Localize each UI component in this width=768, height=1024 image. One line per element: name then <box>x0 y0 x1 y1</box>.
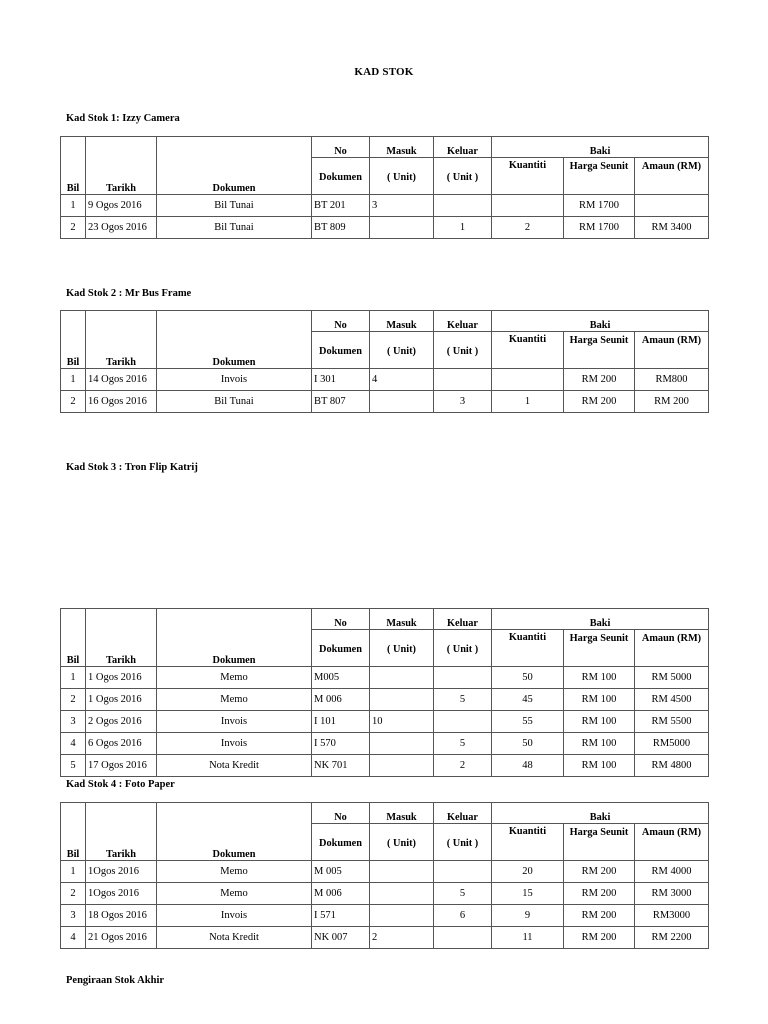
cell-amaun: RM 200 <box>635 391 709 413</box>
header-keluar: Keluar <box>434 609 492 630</box>
table-row <box>61 733 709 755</box>
cell-keluar <box>434 927 492 949</box>
cell-harga: RM 200 <box>564 927 635 949</box>
header-no-dokumen: Dokumen <box>312 332 370 369</box>
header-keluar: Keluar <box>434 311 492 332</box>
cell-no-dokumen: BT 201 <box>312 195 370 217</box>
cell-amaun: RM 4800 <box>635 755 709 777</box>
cell-kuantiti: 20 <box>492 861 564 883</box>
header-keluar-unit: ( Unit ) <box>434 630 492 667</box>
cell-keluar: 5 <box>434 883 492 905</box>
cell-masuk <box>370 733 434 755</box>
cell-dokumen: Invois <box>157 733 312 755</box>
header-keluar-unit: ( Unit ) <box>434 332 492 369</box>
header-tarikh: Tarikh <box>86 311 157 369</box>
header-amaun: Amaun (RM) <box>635 158 709 195</box>
header-keluar: Keluar <box>434 803 492 824</box>
cell-no-dokumen: BT 809 <box>312 217 370 239</box>
cell-harga: RM 100 <box>564 689 635 711</box>
header-masuk-unit: ( Unit) <box>370 824 434 861</box>
cell-bil: 4 <box>61 927 86 949</box>
cell-harga: RM 100 <box>564 711 635 733</box>
header-keluar: Keluar <box>434 137 492 158</box>
cell-tarikh: 6 Ogos 2016 <box>86 733 157 755</box>
cell-dokumen: Memo <box>157 689 312 711</box>
header-bil: Bil <box>61 803 86 861</box>
header-kuantiti: Kuantiti <box>492 824 564 861</box>
cell-tarikh: 18 Ogos 2016 <box>86 905 157 927</box>
cell-dokumen: Bil Tunai <box>157 391 312 413</box>
header-kuantiti: Kuantiti <box>492 158 564 195</box>
cell-keluar: 5 <box>434 689 492 711</box>
cell-dokumen: Nota Kredit <box>157 927 312 949</box>
header-dokumen: Dokumen <box>157 311 312 369</box>
header-bil: Bil <box>61 137 86 195</box>
cell-dokumen: Nota Kredit <box>157 755 312 777</box>
section-heading-1: Kad Stok 1: Izzy Camera <box>66 113 180 124</box>
cell-keluar <box>434 369 492 391</box>
header-no: No <box>312 609 370 630</box>
cell-harga: RM 1700 <box>564 217 635 239</box>
table-row <box>61 667 709 689</box>
cell-amaun: RM 5500 <box>635 711 709 733</box>
cell-harga: RM 100 <box>564 667 635 689</box>
cell-tarikh: 21 Ogos 2016 <box>86 927 157 949</box>
section-heading-2: Kad Stok 2 : Mr Bus Frame <box>66 288 192 299</box>
cell-keluar <box>434 711 492 733</box>
cell-amaun: RM 3000 <box>635 883 709 905</box>
cell-tarikh: 2 Ogos 2016 <box>86 711 157 733</box>
cell-masuk <box>370 861 434 883</box>
cell-kuantiti: 45 <box>492 689 564 711</box>
cell-masuk: 3 <box>370 195 434 217</box>
cell-no-dokumen: NK 701 <box>312 755 370 777</box>
cell-kuantiti: 50 <box>492 733 564 755</box>
section-heading-3: Kad Stok 3 : Tron Flip Katrij <box>66 462 198 473</box>
cell-tarikh: 1Ogos 2016 <box>86 883 157 905</box>
section-heading-4: Kad Stok 4 : Foto Paper <box>66 779 175 790</box>
cell-keluar: 1 <box>434 217 492 239</box>
cell-harga: RM 200 <box>564 369 635 391</box>
cell-kuantiti: 48 <box>492 755 564 777</box>
cell-no-dokumen: M 006 <box>312 689 370 711</box>
stock-table-4 <box>60 802 709 949</box>
header-harga-seunit: Harga Seunit <box>564 158 635 195</box>
cell-tarikh: 1Ogos 2016 <box>86 861 157 883</box>
cell-no-dokumen: I 570 <box>312 733 370 755</box>
cell-kuantiti: 2 <box>492 217 564 239</box>
footer-heading: Pengiraan Stok Akhir <box>66 975 165 986</box>
header-amaun: Amaun (RM) <box>635 332 709 369</box>
header-bil: Bil <box>61 609 86 667</box>
cell-masuk <box>370 689 434 711</box>
cell-amaun: RM 4500 <box>635 689 709 711</box>
cell-kuantiti: 9 <box>492 905 564 927</box>
table-row <box>61 711 709 733</box>
header-tarikh: Tarikh <box>86 803 157 861</box>
header-amaun: Amaun (RM) <box>635 824 709 861</box>
header-harga-seunit: Harga Seunit <box>564 332 635 369</box>
header-masuk: Masuk <box>370 311 434 332</box>
cell-masuk <box>370 905 434 927</box>
cell-bil: 3 <box>61 711 86 733</box>
table-row <box>61 689 709 711</box>
header-masuk-unit: ( Unit) <box>370 158 434 195</box>
cell-no-dokumen: BT 807 <box>312 391 370 413</box>
cell-harga: RM 200 <box>564 391 635 413</box>
cell-amaun <box>635 195 709 217</box>
cell-no-dokumen: NK 007 <box>312 927 370 949</box>
header-harga-seunit: Harga Seunit <box>564 630 635 667</box>
cell-masuk <box>370 883 434 905</box>
cell-amaun: RM 2200 <box>635 927 709 949</box>
cell-no-dokumen: M005 <box>312 667 370 689</box>
header-baki: Baki <box>492 137 709 158</box>
header-no: No <box>312 311 370 332</box>
header-masuk-unit: ( Unit) <box>370 332 434 369</box>
cell-masuk <box>370 755 434 777</box>
cell-bil: 4 <box>61 733 86 755</box>
cell-amaun: RM 5000 <box>635 667 709 689</box>
cell-dokumen: Invois <box>157 905 312 927</box>
cell-masuk <box>370 667 434 689</box>
header-no-dokumen: Dokumen <box>312 158 370 195</box>
cell-bil: 2 <box>61 883 86 905</box>
cell-tarikh: 1 Ogos 2016 <box>86 667 157 689</box>
cell-no-dokumen: M 006 <box>312 883 370 905</box>
header-no: No <box>312 137 370 158</box>
cell-harga: RM 1700 <box>564 195 635 217</box>
header-tarikh: Tarikh <box>86 137 157 195</box>
cell-dokumen: Memo <box>157 667 312 689</box>
cell-keluar <box>434 195 492 217</box>
cell-bil: 3 <box>61 905 86 927</box>
cell-keluar: 6 <box>434 905 492 927</box>
header-dokumen: Dokumen <box>157 137 312 195</box>
cell-dokumen: Invois <box>157 369 312 391</box>
cell-masuk: 2 <box>370 927 434 949</box>
header-dokumen: Dokumen <box>157 609 312 667</box>
table-row <box>61 195 709 217</box>
header-kuantiti: Kuantiti <box>492 332 564 369</box>
cell-amaun: RM 4000 <box>635 861 709 883</box>
cell-amaun: RM5000 <box>635 733 709 755</box>
header-masuk-unit: ( Unit) <box>370 630 434 667</box>
cell-masuk <box>370 391 434 413</box>
header-tarikh: Tarikh <box>86 609 157 667</box>
cell-bil: 1 <box>61 667 86 689</box>
cell-bil: 2 <box>61 217 86 239</box>
cell-bil: 5 <box>61 755 86 777</box>
header-keluar-unit: ( Unit ) <box>434 158 492 195</box>
cell-keluar: 3 <box>434 391 492 413</box>
header-baki: Baki <box>492 311 709 332</box>
stock-table-1 <box>60 136 709 239</box>
cell-amaun: RM800 <box>635 369 709 391</box>
cell-tarikh: 14 Ogos 2016 <box>86 369 157 391</box>
cell-keluar <box>434 861 492 883</box>
table-row <box>61 861 709 883</box>
cell-amaun: RM3000 <box>635 905 709 927</box>
cell-bil: 2 <box>61 689 86 711</box>
cell-bil: 1 <box>61 195 86 217</box>
cell-masuk <box>370 217 434 239</box>
header-masuk: Masuk <box>370 137 434 158</box>
cell-harga: RM 200 <box>564 861 635 883</box>
cell-no-dokumen: I 101 <box>312 711 370 733</box>
cell-harga: RM 200 <box>564 905 635 927</box>
cell-kuantiti: 1 <box>492 391 564 413</box>
cell-dokumen: Memo <box>157 861 312 883</box>
cell-tarikh: 17 Ogos 2016 <box>86 755 157 777</box>
cell-no-dokumen: I 571 <box>312 905 370 927</box>
cell-kuantiti: 15 <box>492 883 564 905</box>
page-title: KAD STOK <box>354 66 414 78</box>
cell-dokumen: Bil Tunai <box>157 195 312 217</box>
header-baki: Baki <box>492 609 709 630</box>
header-bil: Bil <box>61 311 86 369</box>
table-row <box>61 755 709 777</box>
cell-amaun: RM 3400 <box>635 217 709 239</box>
cell-bil: 2 <box>61 391 86 413</box>
cell-keluar <box>434 667 492 689</box>
table-row <box>61 927 709 949</box>
table-row <box>61 391 709 413</box>
header-no-dokumen: Dokumen <box>312 824 370 861</box>
cell-kuantiti: 55 <box>492 711 564 733</box>
cell-bil: 1 <box>61 369 86 391</box>
stock-table-2 <box>60 310 709 413</box>
header-masuk: Masuk <box>370 803 434 824</box>
header-no-dokumen: Dokumen <box>312 630 370 667</box>
cell-keluar: 5 <box>434 733 492 755</box>
cell-keluar: 2 <box>434 755 492 777</box>
cell-no-dokumen: M 005 <box>312 861 370 883</box>
header-harga-seunit: Harga Seunit <box>564 824 635 861</box>
header-no: No <box>312 803 370 824</box>
table-row <box>61 883 709 905</box>
cell-tarikh: 9 Ogos 2016 <box>86 195 157 217</box>
cell-harga: RM 100 <box>564 755 635 777</box>
header-kuantiti: Kuantiti <box>492 630 564 667</box>
cell-tarikh: 23 Ogos 2016 <box>86 217 157 239</box>
table-row <box>61 905 709 927</box>
cell-dokumen: Memo <box>157 883 312 905</box>
cell-tarikh: 16 Ogos 2016 <box>86 391 157 413</box>
cell-kuantiti <box>492 195 564 217</box>
cell-no-dokumen: I 301 <box>312 369 370 391</box>
stock-table-3 <box>60 608 709 777</box>
header-dokumen: Dokumen <box>157 803 312 861</box>
header-amaun: Amaun (RM) <box>635 630 709 667</box>
cell-dokumen: Invois <box>157 711 312 733</box>
header-masuk: Masuk <box>370 609 434 630</box>
cell-kuantiti <box>492 369 564 391</box>
cell-masuk: 10 <box>370 711 434 733</box>
table-row <box>61 217 709 239</box>
cell-dokumen: Bil Tunai <box>157 217 312 239</box>
cell-bil: 1 <box>61 861 86 883</box>
header-keluar-unit: ( Unit ) <box>434 824 492 861</box>
cell-masuk: 4 <box>370 369 434 391</box>
cell-harga: RM 100 <box>564 733 635 755</box>
cell-tarikh: 1 Ogos 2016 <box>86 689 157 711</box>
header-baki: Baki <box>492 803 709 824</box>
cell-kuantiti: 11 <box>492 927 564 949</box>
cell-kuantiti: 50 <box>492 667 564 689</box>
cell-harga: RM 200 <box>564 883 635 905</box>
table-row <box>61 369 709 391</box>
